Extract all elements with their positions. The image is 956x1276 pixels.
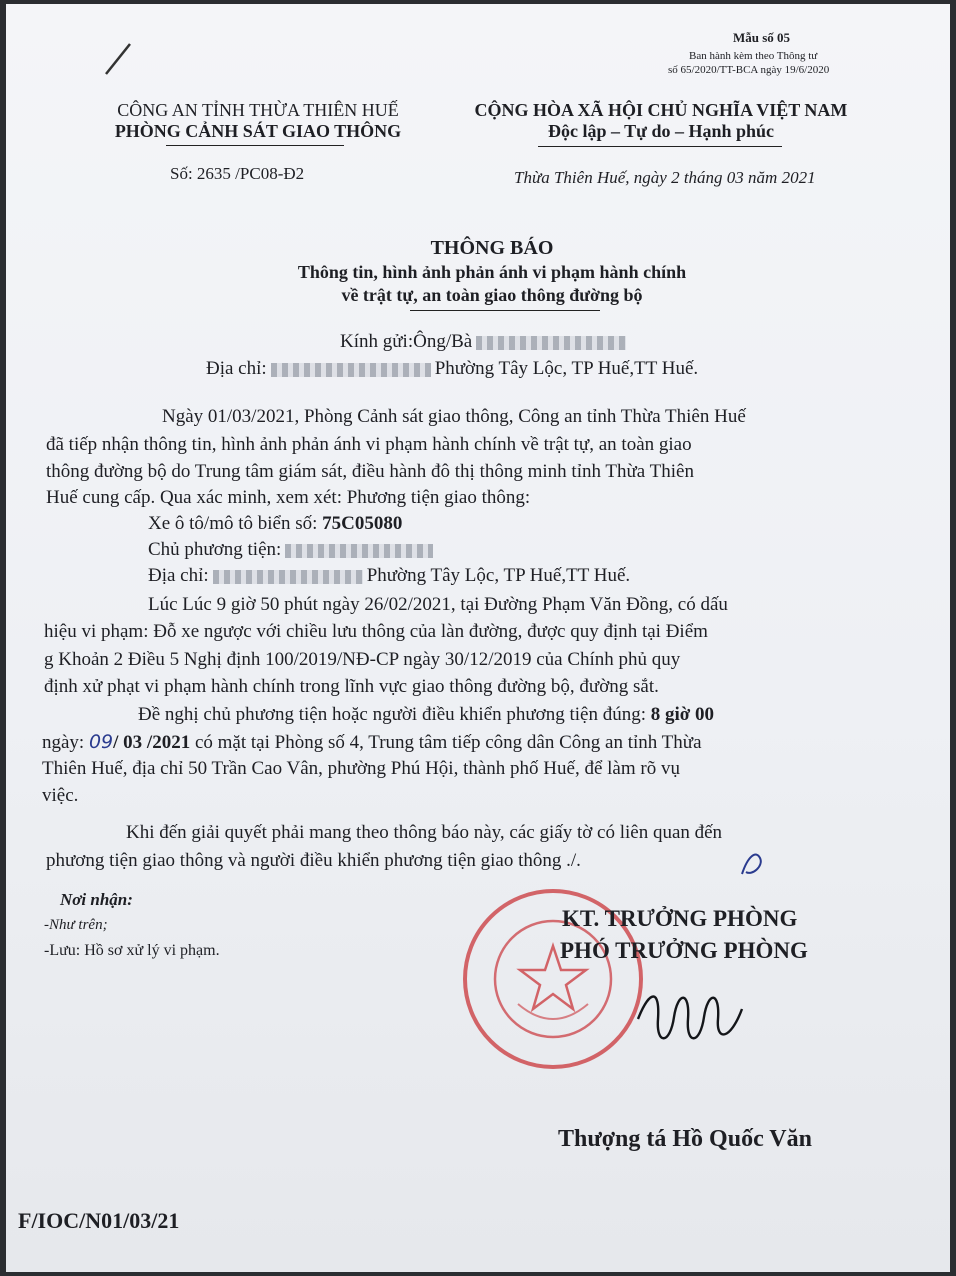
motto: Độc lập – Tự do – Hạnh phúc bbox=[547, 121, 775, 141]
document-number: Số: 2635 /PC08-Đ2 bbox=[170, 164, 305, 183]
body-p3-line2 bbox=[42, 731, 702, 754]
body-p2-line2: hiệu vi phạm: Đỗ xe ngược với chiều lưu thông của làn đường, được quy định tại Điểm bbox=[44, 621, 708, 642]
notice-subtitle-1: Thông tin, hình ảnh phản ánh vi phạm hành chính bbox=[297, 262, 687, 282]
agency-name: CÔNG AN TỈNH THỪA THIÊN HUẾ bbox=[117, 100, 399, 120]
appointment-time: 8 giờ 00 bbox=[650, 704, 715, 725]
body-p1-line3: thông đường bộ do Trung tâm giám sát, điều hành đô thị thông minh tỉnh Thừa Thiên bbox=[46, 461, 694, 482]
vehicle-plate-label: Xe ô tô/mô tô biển số: bbox=[148, 513, 318, 534]
redacted-owner bbox=[285, 544, 433, 558]
vehicle-plate-line bbox=[148, 513, 402, 535]
motto-underline bbox=[538, 146, 782, 147]
body-p3-line4: việc. bbox=[42, 785, 79, 806]
vehicle-address-label: Địa chỉ: bbox=[148, 565, 209, 586]
address-label: Địa chỉ: bbox=[206, 358, 267, 379]
body-p1-line4: Huế cung cấp. Qua xác minh, xem xét: Phương tiện giao thông: bbox=[46, 487, 531, 508]
vehicle-owner-label: Chủ phương tiện: bbox=[148, 539, 282, 560]
signature-title-1: KT. TRƯỞNG PHÒNG bbox=[562, 906, 798, 931]
body-p2-line1: Lúc Lúc 9 giờ 50 phút ngày 26/02/2021, tại Đường Phạm Văn Đồng, có dấu bbox=[148, 594, 728, 615]
redacted-name bbox=[476, 336, 626, 350]
appointment-place: có mặt tại Phòng số 4, Trung tâm tiếp công dân Công an tỉnh Thừa bbox=[194, 732, 702, 753]
appointment-date-rest: / 03 /2021 bbox=[113, 732, 191, 753]
vehicle-plate-value: 75C05080 bbox=[322, 513, 403, 534]
notice-subtitle-2: về trật tự, an toàn giao thông đường bộ bbox=[341, 285, 643, 305]
recipients-heading: Nơi nhận: bbox=[60, 890, 133, 909]
signature-title-2: PHÓ TRƯỞNG PHÒNG bbox=[560, 938, 808, 963]
vehicle-address-value: Phường Tây Lộc, TP Huế,TT Huế. bbox=[366, 565, 631, 586]
form-issued: Ban hành kèm theo Thông tư bbox=[689, 50, 818, 62]
address-value: Phường Tây Lộc, TP Huế,TT Huế. bbox=[434, 358, 699, 379]
recipient-item-2: -Lưu: Hồ sơ xử lý vi phạm. bbox=[44, 942, 220, 959]
body-p3-line1 bbox=[138, 704, 714, 726]
title-underline bbox=[410, 310, 600, 311]
handwritten-signature bbox=[630, 979, 750, 1059]
issue-date: Thừa Thiên Huế, ngày 2 tháng 03 năm 2021 bbox=[514, 168, 816, 187]
pen-mark-icon bbox=[104, 42, 134, 76]
notice-title: THÔNG BÁO bbox=[430, 237, 554, 259]
redacted-address bbox=[271, 363, 431, 377]
redacted-vehicle-address bbox=[213, 570, 363, 584]
signer-name: Thượng tá Hồ Quốc Văn bbox=[558, 1126, 812, 1152]
vehicle-owner-line bbox=[148, 539, 437, 561]
document-page bbox=[6, 4, 950, 1272]
body-p3-line3: Thiên Huế, địa chỉ 50 Trần Cao Vân, phường Phú Hội, thành phố Huế, để làm rõ vụ bbox=[42, 758, 680, 779]
department-name: PHÒNG CẢNH SÁT GIAO THÔNG bbox=[114, 121, 402, 141]
appointment-date-label: ngày: bbox=[42, 732, 85, 753]
recipient-address-line bbox=[206, 358, 698, 380]
form-number: Mẫu số 05 bbox=[733, 30, 791, 45]
appointment-day-handwritten: 09 bbox=[88, 731, 114, 753]
vehicle-address-line bbox=[148, 565, 630, 587]
recipient-label: Kính gửi:Ông/Bà bbox=[340, 331, 473, 352]
handwritten-mark-icon bbox=[734, 846, 774, 882]
body-p4-line1: Khi đến giải quyết phải mang theo thông báo này, các giấy tờ có liên quan đến bbox=[126, 822, 723, 843]
body-p1-line2: đã tiếp nhận thông tin, hình ảnh phản ánh vi phạm hành chính về trật tự, an toàn giao bbox=[46, 434, 692, 455]
recipient-line bbox=[340, 331, 630, 353]
body-p1-line1: Ngày 01/03/2021, Phòng Cảnh sát giao thông, Công an tỉnh Thừa Thiên Huế bbox=[162, 406, 746, 427]
body-p3-text: Đề nghị chủ phương tiện hoặc người điều khiển phương tiện đúng: bbox=[138, 704, 646, 725]
document-code: F/IOC/N01/03/21 bbox=[18, 1208, 180, 1233]
body-p2-line4: định xử phạt vi phạm hành chính trong lĩnh vực giao thông đường bộ, đường sắt. bbox=[44, 676, 659, 697]
department-underline bbox=[166, 145, 344, 146]
country-name: CỘNG HÒA XÃ HỘI CHỦ NGHĨA VIỆT NAM bbox=[474, 100, 848, 120]
form-circular: số 65/2020/TT-BCA ngày 19/6/2020 bbox=[668, 64, 830, 76]
body-p2-line3: g Khoản 2 Điều 5 Nghị định 100/2019/NĐ-CP ngày 30/12/2019 của Chính phủ quy bbox=[44, 649, 681, 670]
body-p4-line2: phương tiện giao thông và người điều khiển phương tiện giao thông ./. bbox=[46, 850, 581, 871]
recipient-item-1: -Như trên; bbox=[44, 917, 108, 933]
